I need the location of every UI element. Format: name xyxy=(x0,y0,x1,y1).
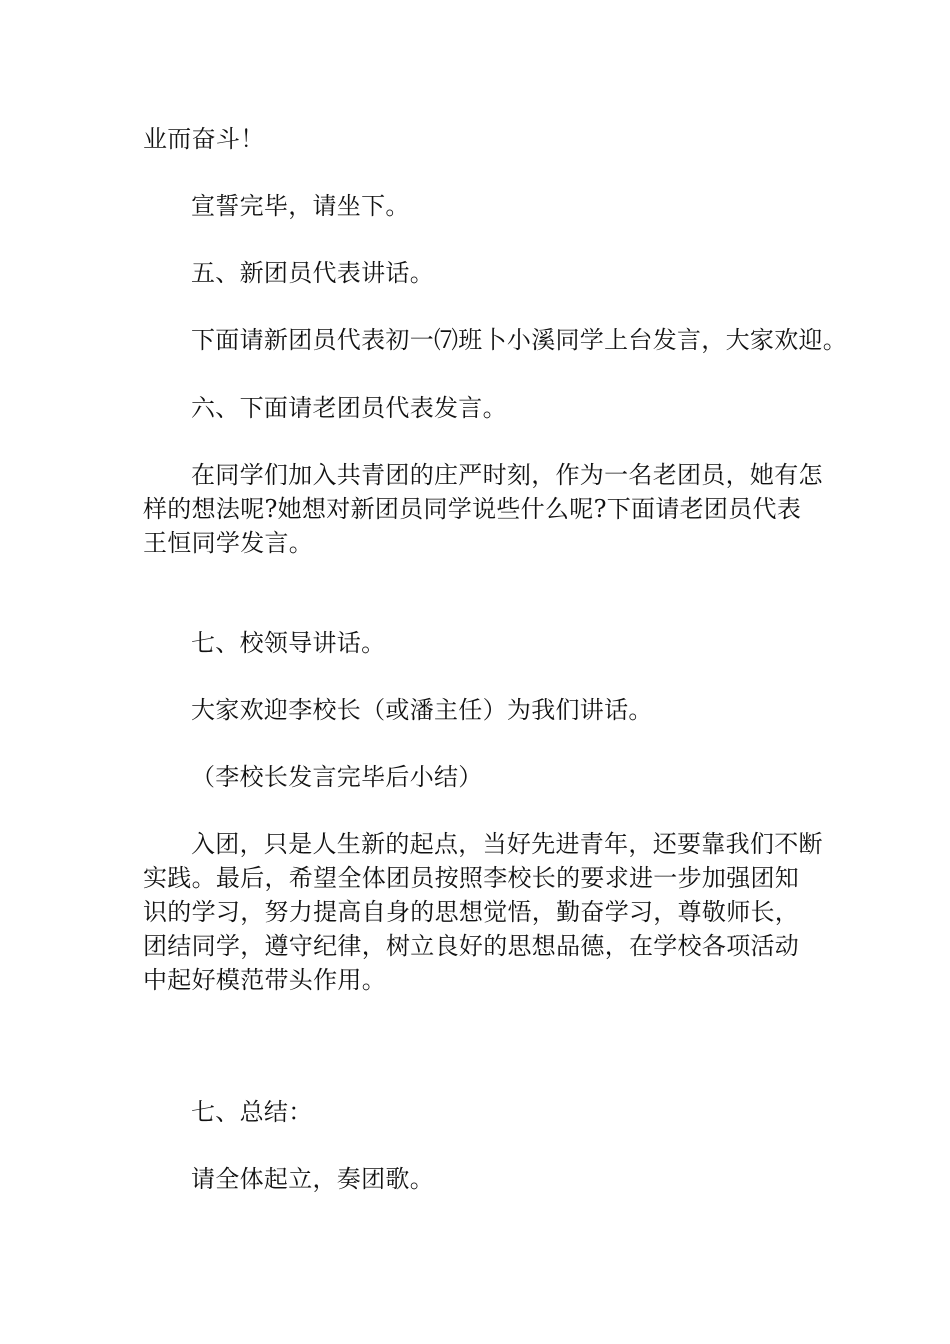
paragraph-continuation: 业而奋斗！ xyxy=(143,125,265,153)
paragraph-summary-note: （李校长发言完毕后小结） xyxy=(191,763,483,791)
paragraph-anthem: 请全体起立，奏团歌。 xyxy=(191,1165,434,1193)
section-heading-old-member-speech: 六、下面请老团员代表发言。 xyxy=(191,394,507,422)
paragraph-old-member-intro: 在同学们加入共青团的庄严时刻，作为一名老团员，她有怎样的想法呢?她想对新团员同学说些什么呢?下面请老团员代表王恒同学发言。 xyxy=(143,461,823,557)
section-heading-new-member-speech: 五、新团员代表讲话。 xyxy=(191,259,434,287)
paragraph-oath-complete: 宣誓完毕，请坐下。 xyxy=(191,192,410,220)
paragraph-leader-intro: 大家欢迎李校长（或潘主任）为我们讲话。 xyxy=(191,696,653,724)
section-heading-conclusion: 七、总结： xyxy=(191,1098,313,1126)
paragraph-closing-remarks: 入团，只是人生新的起点，当好先进青年，还要靠我们不断实践。最后，希望全体团员按照李校长的要求进一步加强团知识的学习，努力提高自身的思想觉悟，勤奋学习，尊敬师长，团结同学，遵守纪律，树立良好的思想品德，在学校各项活动中起好模范带头作用。 xyxy=(143,830,823,994)
section-heading-leader-speech: 七、校领导讲话。 xyxy=(191,629,386,657)
paragraph-new-member-intro: 下面请新团员代表初一⑺班卜小溪同学上台发言，大家欢迎。 xyxy=(191,326,848,354)
